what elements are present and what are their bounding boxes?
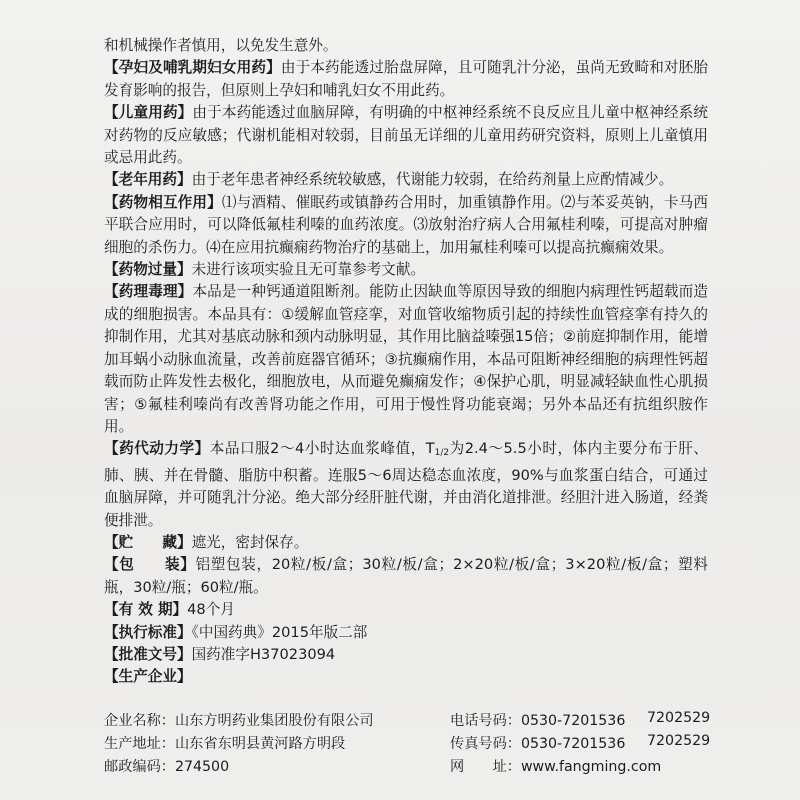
section-text-a: 本品口服2～4小时达血浆峰值，T: [209, 440, 435, 458]
section-approval: [104, 644, 708, 666]
intro-text: 和机械操作者慎用，以免发生意外。: [104, 37, 338, 54]
fax-number: 传真号码：0530-7201536: [450, 736, 626, 752]
section-pharmacokinetics: [104, 438, 708, 532]
section-title: 【药理毒理】: [104, 283, 193, 301]
company-name: 企业名称：山东方明药业集团股份有限公司: [104, 713, 374, 729]
manufacturer-row-address: [104, 733, 711, 755]
section-standard: [104, 622, 708, 644]
section-title: 【生产企业】: [104, 668, 192, 686]
section-text: 未进行该项实验且无可靠参考文献。: [191, 261, 426, 279]
section-text: 由于本药能透过血脑屏障，有明确的中枢神经系统不良反应且儿童中枢神经系统对药物的反应敏感；代谢机能相对较弱，目前虽无详细的儿童用药研究资料，原则上儿童慎用或忌用此药。: [104, 104, 708, 167]
section-title: 【药物相互作用】: [104, 193, 222, 211]
section-pharmacology: [104, 281, 708, 438]
section-text: 遮光，密封保存。: [191, 533, 309, 551]
phone-number-2: 7202529: [647, 710, 711, 726]
section-interactions: [104, 192, 708, 259]
section-overdose: [104, 259, 708, 281]
section-manufacturer: [104, 666, 708, 688]
section-text: 《中国药典》2015年版二部: [191, 623, 368, 641]
section-title: 【孕妇及哺乳期妇女用药】: [104, 59, 281, 77]
section-title: 【执行标准】: [104, 623, 192, 641]
website: 网 址：www.fangming.com: [450, 759, 662, 775]
section-text: 48个月: [187, 601, 235, 619]
section-text-b: 为2.4～5.5小时，体内主要分布于肝、肺、胰、并在骨髓、脂肪中积蓄。连服5～6周达稳态血浓度，90%与血浆蛋白结合，可通过血脑屏障，并可随乳汁分泌。绝大部分经肝脏代谢，并由消化道排泄。经胆汁进入肠道，经粪便排泄。: [104, 440, 708, 529]
phone-number: 电话号码：0530-7201536: [450, 713, 626, 729]
section-text: 铝塑包装，20粒/板/盒；30粒/板/盒；2×20粒/板/盒；3×20粒/板/盒；塑料瓶，30粒/瓶；60粒/瓶。: [104, 556, 708, 596]
section-title: 【药代动力学】: [104, 440, 210, 458]
section-text: 本品是一种钙通道阻断剂。能防止因缺血等原因导致的细胞内病理性钙超载而造成的细胞损害。本品具有：①缓解血管痉挛，对血管收缩物质引起的持续性血管痉挛有持久的抑制作用，尤其对基底动脉和颈内动脉明显，其作用比脑益嗪强15倍；②前庭抑制作用，能增加耳蜗小动脉血流量，改善前庭器官循环；③抗癫痫作用，本品可阻断神经细胞的病理性钙超载而防止阵发性去极化，细胞放电，从而避免癫痫发作；④保护心肌，明显减轻缺血性心肌损害；⑤氟桂利嗪尚有改善肾功能之作用，可用于慢性肾功能衰竭；另外本品还有抗组织胺作用。: [104, 283, 708, 435]
leaflet-body: [104, 35, 708, 689]
section-title: 【药物过量】: [104, 261, 192, 279]
fax-number-2: 7202529: [647, 733, 711, 749]
section-text: 国药准字H37023094: [191, 645, 336, 663]
section-text: ⑴与酒精、催眠药或镇静药合用时，加重镇静作用。⑵与苯妥英钠，卡马西平联合应用时，可以降低氟桂利嗪的血药浓度。⑶放射治疗病人合用氟桂利嗪，可提高对肿瘤细胞的杀伤力。⑷在应用抗癫痫药物治疗的基础上，加用氟桂利嗪可以提高抗癫痫效果。: [104, 193, 708, 256]
section-package: [104, 554, 708, 599]
section-validity: [104, 599, 708, 621]
section-title: 【贮 藏】: [104, 533, 192, 551]
section-text: 由于老年患者神经系统较敏感，代谢能力较弱，在给药剂量上应酌情减少。: [191, 171, 674, 189]
section-title: 【批准文号】: [104, 645, 192, 663]
section-title: 【包 装】: [104, 556, 196, 574]
section-pregnancy: [104, 57, 708, 102]
section-children: [104, 102, 708, 169]
postcode: 邮政编码：274500: [104, 759, 230, 775]
section-title: 【老年用药】: [104, 171, 192, 189]
section-text: 由于本药能透过胎盘屏障，且可随乳汁分泌，虽尚无致畸和对胚胎发育影响的报告，但原则上孕妇和哺乳妇女不用此药。: [104, 59, 708, 99]
production-address: 生产地址：山东省东明县黄河路方明段: [104, 736, 346, 752]
section-title: 【儿童用药】: [104, 104, 193, 122]
half-life-subscript: 1/2: [434, 448, 450, 459]
manufacturer-row-company: [104, 710, 711, 732]
section-elderly: [104, 169, 708, 191]
section-title: 【有 效 期】: [104, 601, 188, 619]
section-storage: [104, 532, 708, 554]
manufacturer-row-postcode: [104, 756, 708, 778]
